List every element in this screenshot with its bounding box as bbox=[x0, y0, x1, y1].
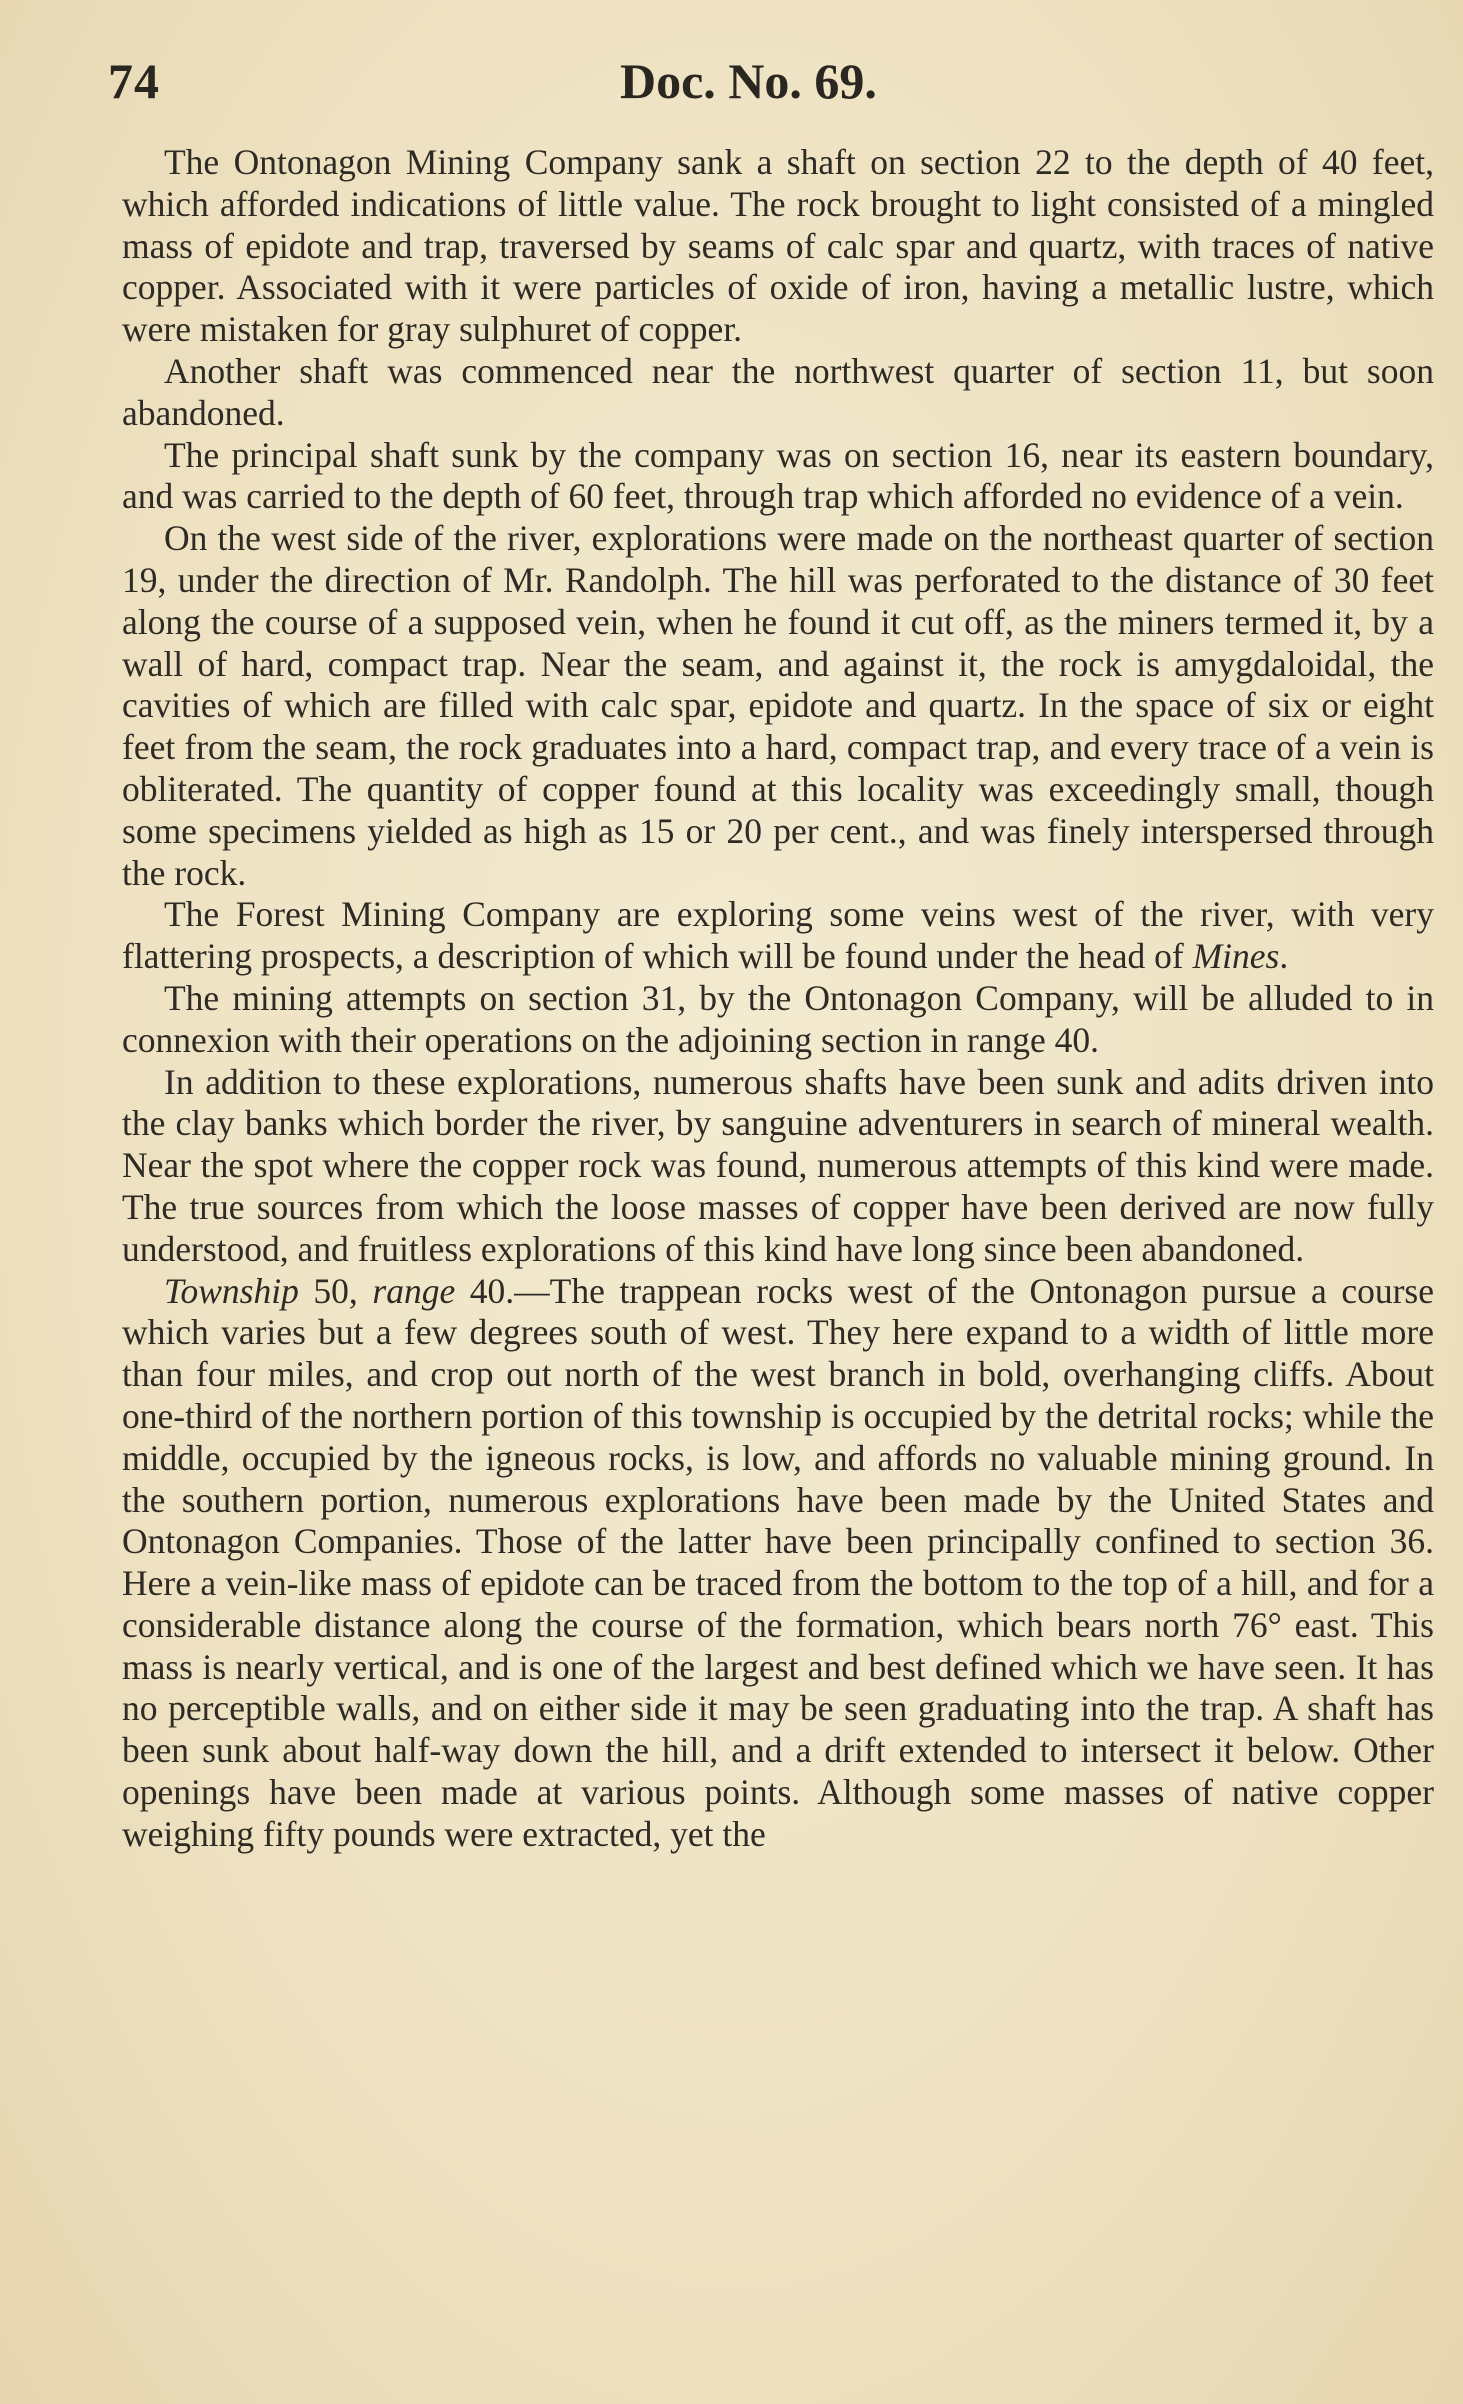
page-number: 74 bbox=[108, 53, 160, 109]
document-title: Doc. No. 69. bbox=[620, 53, 877, 109]
paragraph-northwest-shaft: Another shaft was commenced near the northwest quarter of section 11, but soon abandoned. bbox=[122, 350, 1434, 433]
paragraph-principal-shaft: The principal shaft sunk by the company was on section 16, near its eastern boundary, and was carried to the depth of 60 feet, through trap which afforded no evidence of a vein. bbox=[122, 434, 1434, 517]
paragraph-township-50-text: 40.—The trappean rocks west of the Ontonagon pursue a course which varies but a few degrees south of west. They here expand to a width of little more than four miles, and crop out north of the west branch in bold, overhanging cliffs. About one-third of the northern portion of this township is occupied by the detrital rocks; while the middle, occupied by the igneous rocks, is low, and affords no valuable mining ground. In the southern portion, numerous explorations have been made by the United States and Ontonagon Companies. Those of the latter have been principally confined to section 36. Here a vein-like mass of epidote can be traced from the bottom to the top of a hill, and for a considerable distance along the course of the formation, which bears north 76° east. This mass is nearly vertical, and is one of the largest and best defined which we have seen. It has no perceptible walls, and on either side it may be seen graduating into the trap. A shaft has been sunk about half-way down the hill, and a drift extended to intersect it below. Other openings have been made at various points. Although some masses of native copper weighing fifty pounds were extracted, yet the bbox=[122, 1270, 1434, 1854]
paragraph-section-31: The mining attempts on section 31, by the Ontonagon Company, will be alluded to in connexion with their operations on the adjoining section in range 40. bbox=[122, 977, 1434, 1060]
page-header bbox=[108, 52, 1428, 112]
township-number: 50, bbox=[298, 1270, 373, 1311]
paragraph-forest-mining-text: The Forest Mining Company are exploring some veins west of the river, with very flattering prospects, a description of which will be found under the head of bbox=[122, 894, 1434, 977]
paragraph-forest-mining-end: . bbox=[1279, 936, 1289, 977]
paragraph-township-50 bbox=[122, 1271, 1434, 1856]
paragraph-clay-banks: In addition to these explorations, numerous shafts have been sunk and adits driven into the clay banks which border the river, by sanguine adventurers in search of mineral wealth. Near the spot where the copper rock was found, numerous attempts of this kind were made. The true sources from which the loose masses of copper have been derived are now fully understood, and fruitless explorations of this kind have long since been abandoned. bbox=[122, 1061, 1434, 1269]
paragraph-forest-mining bbox=[122, 894, 1434, 978]
range-italic: range bbox=[372, 1270, 456, 1311]
body-text bbox=[122, 142, 1434, 1856]
mines-italic: Mines bbox=[1192, 936, 1280, 977]
paragraph-ontonagon-shaft: The Ontonagon Mining Company sank a shaft on section 22 to the depth of 40 feet, which afforded indications of little value. The rock brought to light consisted of a mingled mass of epidote and trap, traversed by seams of calc spar and quartz, with traces of native copper. Associated with it were particles of oxide of iron, having a metallic lustre, which were mistaken for gray sulphuret of copper. bbox=[122, 142, 1434, 350]
paragraph-west-side-explorations: On the west side of the river, explorations were made on the northeast quarter of section 19, under the direction of Mr. Randolph. The hill was perforated to the distance of 30 feet along the course of a supposed vein, when he found it cut off, as the miners termed it, by a wall of hard, compact trap. Near the seam, and against it, the rock is amygdaloidal, the cavities of which are filled with calc spar, epidote and quartz. In the space of six or eight feet from the seam, the rock graduates into a hard, compact trap, and every trace of a vein is obliterated. The quantity of copper found at this locality was exceedingly small, though some specimens yielded as high as 15 or 20 per cent., and was finely interspersed through the rock. bbox=[122, 518, 1434, 893]
township-italic: Township bbox=[164, 1270, 299, 1311]
